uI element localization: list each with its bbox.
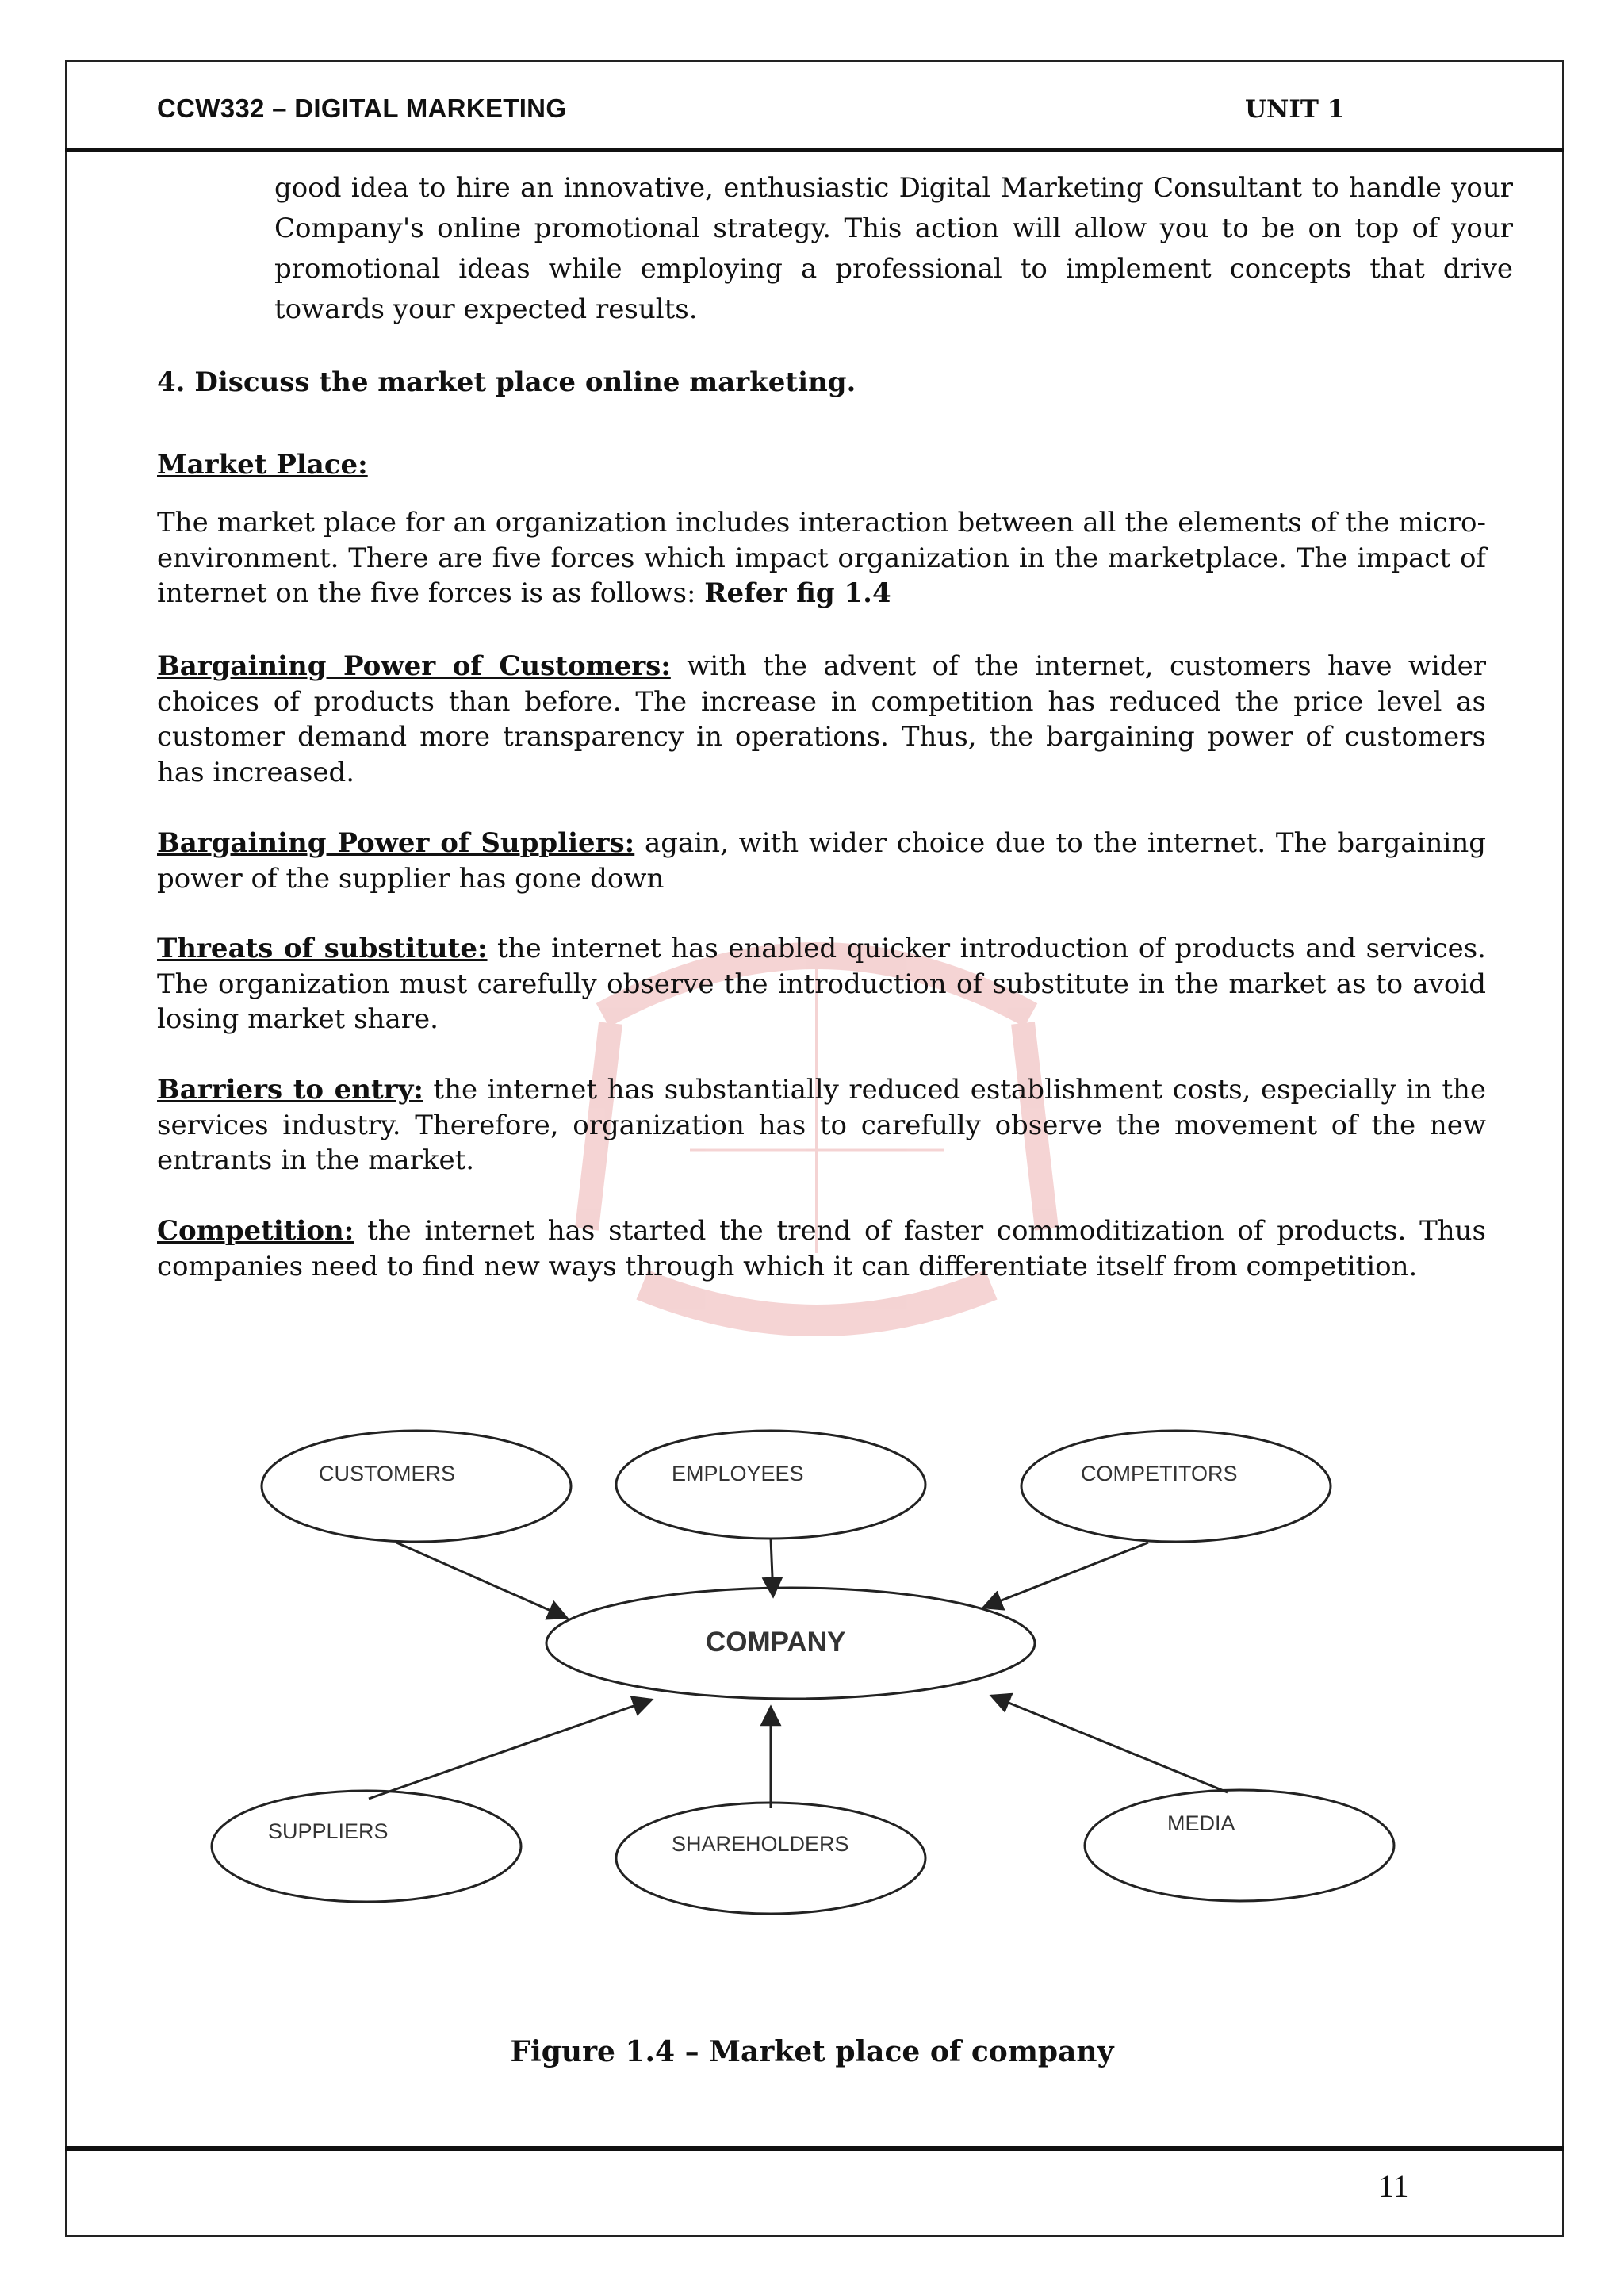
label-competitors: COMPETITORS	[1081, 1462, 1238, 1485]
arrow-media	[991, 1696, 1228, 1792]
label-suppliers: SUPPLIERS	[268, 1819, 389, 1843]
header-course-title: CCW332 – DIGITAL MARKETING	[157, 94, 567, 123]
market-place-diagram	[198, 1420, 1435, 1927]
label-company: COMPANY	[706, 1627, 846, 1658]
figure-caption: Figure 1.4 – Market place of company	[510, 2035, 1114, 2068]
force-text: the internet has enabled quicker introduction of products and services. The organization must carefully observe the introduction of substitute in the market as to avoid losing market share.	[157, 933, 1486, 1035]
force-term: Threats of substitute:	[157, 933, 488, 964]
force-term: Competition:	[157, 1215, 354, 1247]
force-paragraph-suppliers	[157, 826, 1486, 896]
node-media	[1085, 1790, 1394, 1901]
market-place-paragraph	[157, 505, 1486, 611]
arrow-customers	[396, 1543, 567, 1618]
label-customers: CUSTOMERS	[319, 1462, 456, 1485]
force-term: Bargaining Power of Customers:	[157, 650, 671, 682]
page-number: 11	[1378, 2168, 1409, 2204]
label-shareholders: SHAREHOLDERS	[672, 1832, 849, 1856]
node-shareholders	[616, 1803, 925, 1914]
footer-rule	[65, 2146, 1564, 2151]
arrow-suppliers	[369, 1700, 652, 1799]
market-place-text: The market place for an organization includes interaction between all the elements of the micro-environment. There are five forces which impact organization in the marketplace. The impact of internet on the five forces is as follows:	[157, 507, 1486, 609]
force-paragraph-substitute	[157, 931, 1486, 1037]
force-term: Bargaining Power of Suppliers:	[157, 827, 635, 859]
label-media: MEDIA	[1167, 1811, 1235, 1835]
force-text: with the advent of the internet, customers have wider choices of products than before. The increase in competition has reduced the price level as customer demand more transparency in operations. Thus, the bargaining power of customers has increased.	[157, 650, 1486, 788]
arrow-competitors	[983, 1543, 1148, 1608]
section-title: Market Place:	[157, 449, 368, 481]
header-rule	[65, 148, 1564, 152]
label-employees: EMPLOYEES	[672, 1462, 804, 1485]
force-paragraph-barriers	[157, 1072, 1486, 1179]
force-paragraph-customers	[157, 649, 1486, 790]
node-customers	[262, 1431, 571, 1542]
force-paragraph-competition	[157, 1213, 1486, 1284]
header-unit: UNIT 1	[1245, 95, 1345, 124]
question-heading: 4. Discuss the market place online marketing.	[157, 366, 856, 398]
figure-reference: Refer fig 1.4	[704, 577, 891, 609]
force-text: the internet has started the trend of faster commoditization of products. Thus companies need to find new ways through which it can differentiate itself from competition.	[157, 1215, 1486, 1282]
force-text: again, with wider choice due to the internet. The bargaining power of the supplier has gone down	[157, 827, 1486, 895]
force-text: the internet has substantially reduced establishment costs, especially in the services industry. Therefore, organization has to carefully observe the movement of the new entrants in the market.	[157, 1074, 1487, 1176]
node-competitors	[1021, 1431, 1331, 1542]
force-term: Barriers to entry:	[157, 1074, 423, 1106]
node-suppliers	[212, 1791, 521, 1902]
intro-paragraph: good idea to hire an innovative, enthusiastic Digital Marketing Consultant to handle your Company's online promotional strategy. This action will allow you to be on top of your promotional ideas while employing a professional to implement concepts that drive towards your expected results.	[274, 172, 1513, 325]
